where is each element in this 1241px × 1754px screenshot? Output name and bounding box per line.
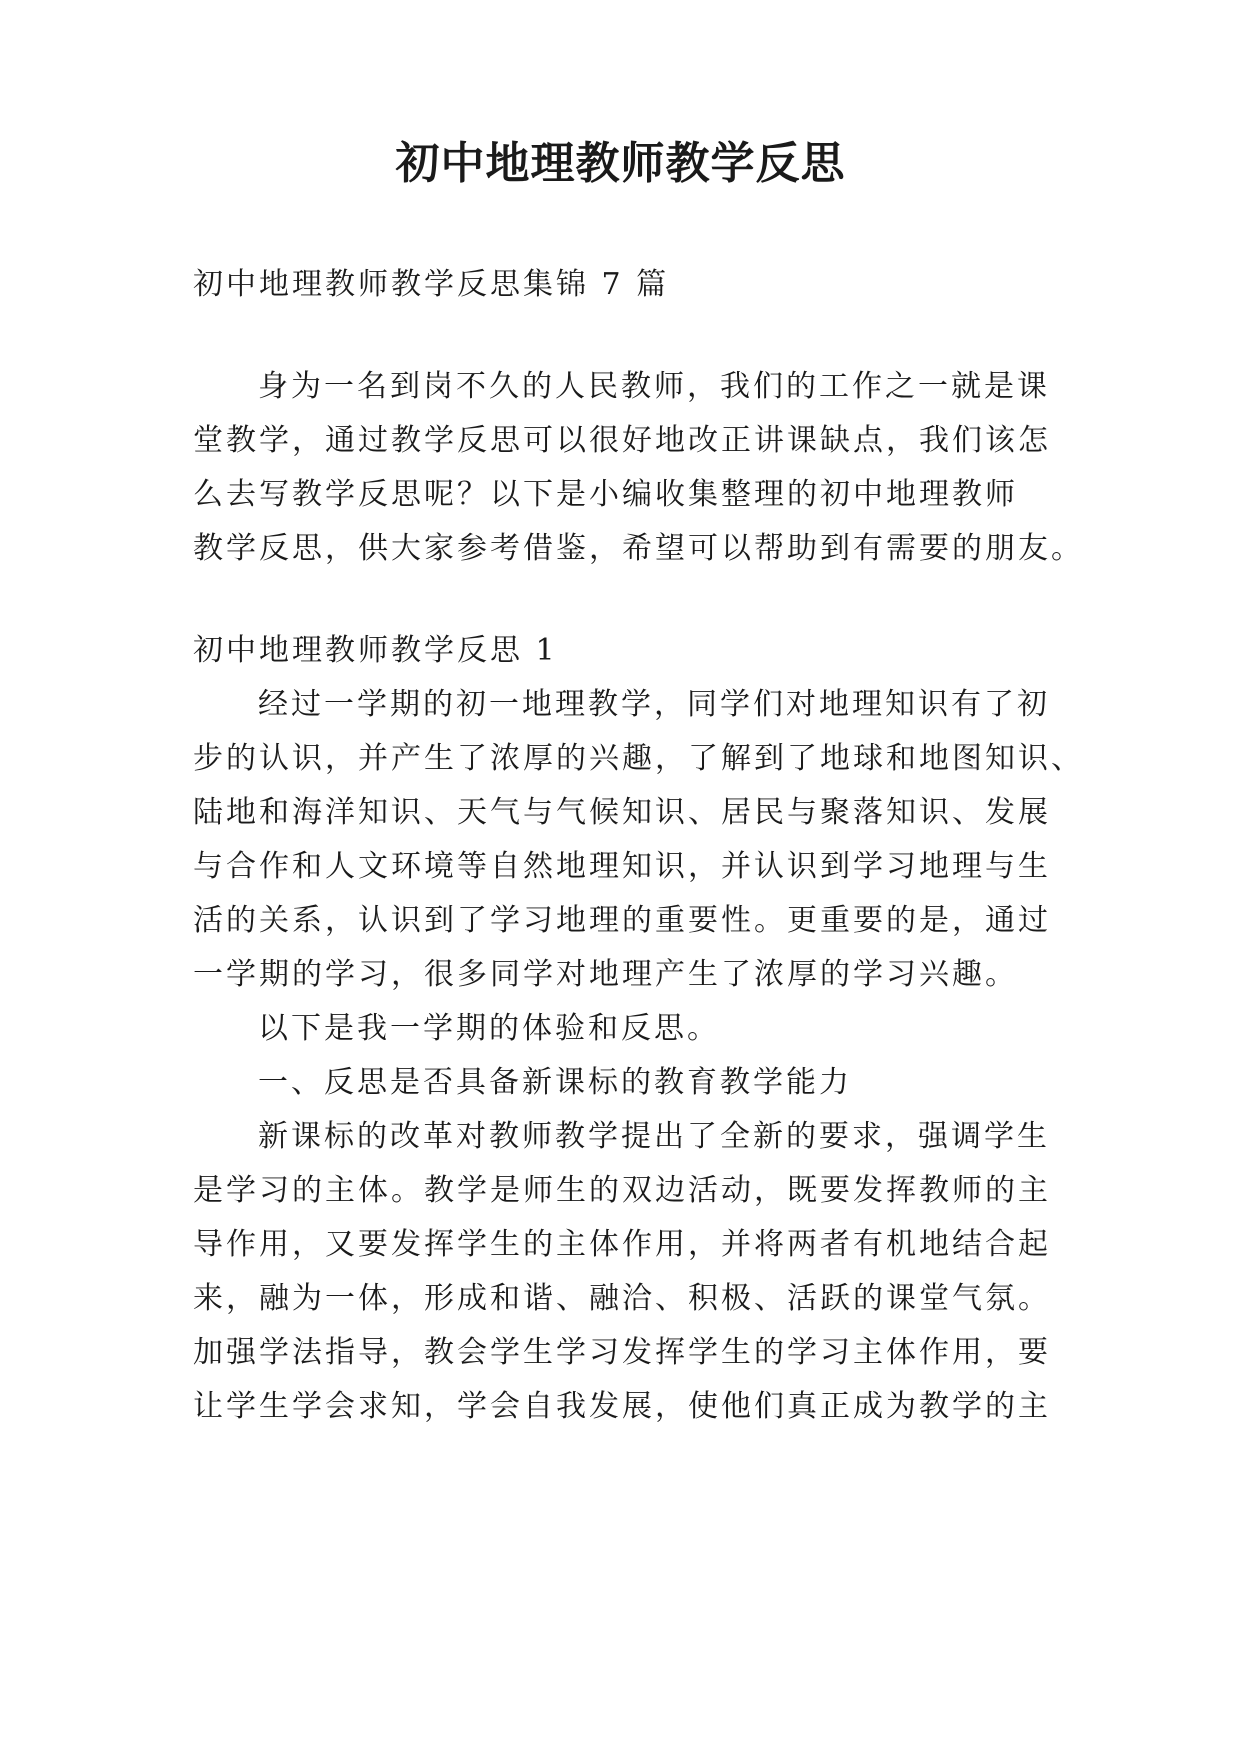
text-line: 加强学法指导，教会学生学习发挥学生的学习主体作用，要 (193, 1335, 1051, 1370)
text-line: 么去写教学反思呢？以下是小编收集整理的初中地理教师 (193, 477, 1018, 512)
section-heading: 初中地理教师教学反思 1 (193, 633, 558, 668)
subtitle: 初中地理教师教学反思集锦 7 篇 (193, 267, 670, 302)
text-line: 是学习的主体。教学是师生的双边活动，既要发挥教师的主 (193, 1173, 1051, 1208)
text-line: 陆地和海洋知识、天气与气候知识、居民与聚落知识、发展 (193, 795, 1051, 830)
text-line: 新课标的改革对教师教学提出了全新的要求，强调学生 (258, 1119, 1050, 1154)
point-1-heading: 一、反思是否具备新课标的教育教学能力 (258, 1065, 852, 1100)
text-line: 活的关系，认识到了学习地理的重要性。更重要的是，通过 (193, 903, 1051, 938)
text-line: 经过一学期的初一地理教学，同学们对地理知识有了初 (258, 687, 1050, 722)
text-line: 堂教学，通过教学反思可以很好地改正讲课缺点，我们该怎 (193, 423, 1051, 458)
paragraph-2: 以下是我一学期的体验和反思。 (258, 1011, 720, 1046)
text-line: 与合作和人文环境等自然地理知识，并认识到学习地理与生 (193, 849, 1051, 884)
text-line: 教学反思，供大家参考借鉴，希望可以帮助到有需要的朋友。 (193, 531, 1084, 566)
text-line: 导作用，又要发挥学生的主体作用，并将两者有机地结合起 (193, 1227, 1051, 1262)
page-title: 初中地理教师教学反思 (395, 138, 846, 189)
text-line: 一学期的学习，很多同学对地理产生了浓厚的学习兴趣。 (193, 957, 1018, 992)
text-line: 步的认识，并产生了浓厚的兴趣，了解到了地球和地图知识、 (193, 741, 1084, 776)
text-line: 来，融为一体，形成和谐、融洽、积极、活跃的课堂气氛。 (193, 1281, 1051, 1316)
text-line: 让学生学会求知，学会自我发展，使他们真正成为教学的主 (193, 1389, 1051, 1424)
text-line: 身为一名到岗不久的人民教师，我们的工作之一就是课 (258, 369, 1050, 404)
